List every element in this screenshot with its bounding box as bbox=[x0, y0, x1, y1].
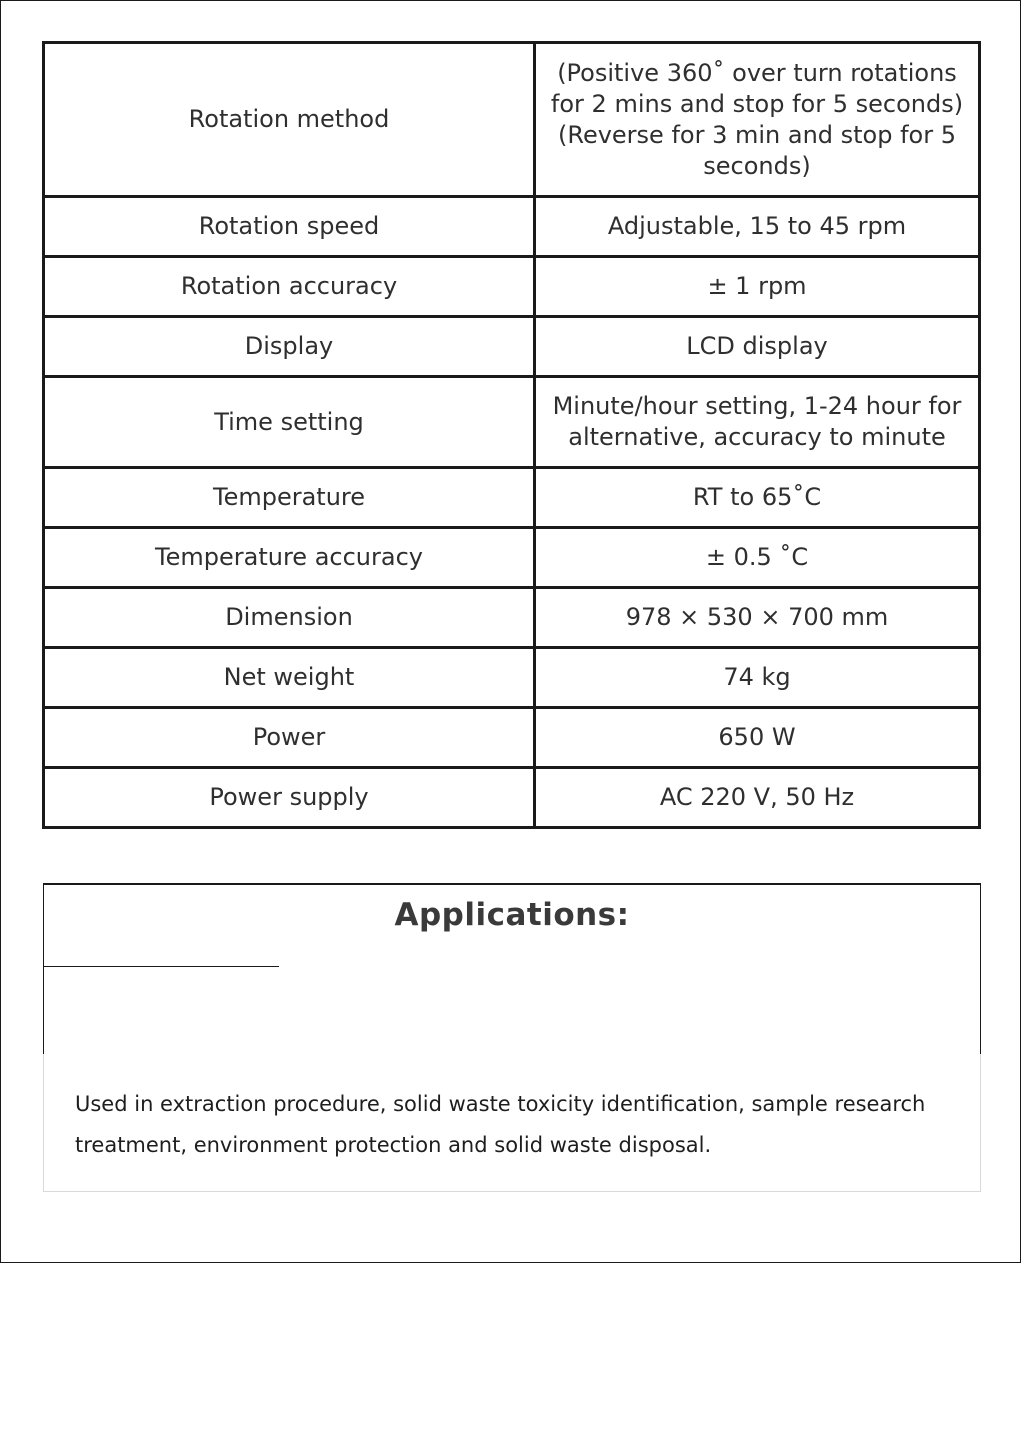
table-row bbox=[44, 648, 980, 708]
spec-label-net-weight: Net weight bbox=[44, 648, 535, 708]
spec-value-power: 650 W bbox=[535, 708, 980, 768]
spec-value-time-setting: Minute/hour setting, 1-24 hour for alternative, accuracy to minute bbox=[535, 377, 980, 468]
applications-description-box bbox=[43, 1054, 981, 1192]
table-row bbox=[44, 588, 980, 648]
applications-section bbox=[43, 883, 981, 1054]
spec-label-temperature: Temperature bbox=[44, 468, 535, 528]
table-row bbox=[44, 43, 980, 197]
table-row bbox=[44, 768, 980, 828]
spec-value-net-weight: 74 kg bbox=[535, 648, 980, 708]
spec-label-temperature-accuracy: Temperature accuracy bbox=[44, 528, 535, 588]
table-row bbox=[44, 317, 980, 377]
spec-value-rotation-method: (Positive 360˚ over turn rotations for 2 mins and stop for 5 seconds) (Reverse for 3 min and stop for 5 seconds) bbox=[535, 43, 980, 197]
spec-value-rotation-accuracy: ± 1 rpm bbox=[535, 257, 980, 317]
spec-label-rotation-speed: Rotation speed bbox=[44, 197, 535, 257]
spec-label-time-setting: Time setting bbox=[44, 377, 535, 468]
table-row bbox=[44, 377, 980, 468]
spec-table bbox=[42, 41, 981, 829]
spec-label-power: Power bbox=[44, 708, 535, 768]
spec-value-power-supply: AC 220 V, 50 Hz bbox=[535, 768, 980, 828]
heading-divider bbox=[44, 966, 279, 967]
spec-label-rotation-method: Rotation method bbox=[44, 43, 535, 197]
spec-value-temperature: RT to 65˚C bbox=[535, 468, 980, 528]
table-row bbox=[44, 708, 980, 768]
spec-value-display: LCD display bbox=[535, 317, 980, 377]
table-row bbox=[44, 468, 980, 528]
applications-heading: Applications: bbox=[394, 897, 630, 933]
spec-value-temperature-accuracy: ± 0.5 ˚C bbox=[535, 528, 980, 588]
spec-label-power-supply: Power supply bbox=[44, 768, 535, 828]
spec-label-display: Display bbox=[44, 317, 535, 377]
spec-label-rotation-accuracy: Rotation accuracy bbox=[44, 257, 535, 317]
spec-value-rotation-speed: Adjustable, 15 to 45 rpm bbox=[535, 197, 980, 257]
table-row bbox=[44, 197, 980, 257]
table-row bbox=[44, 528, 980, 588]
table-row bbox=[44, 257, 980, 317]
spec-label-dimension: Dimension bbox=[44, 588, 535, 648]
applications-description: Used in extraction procedure, solid waste toxicity identification, sample research treatment, environment protection and solid waste disposal. bbox=[75, 1092, 926, 1157]
spec-value-dimension: 978 × 530 × 700 mm bbox=[535, 588, 980, 648]
